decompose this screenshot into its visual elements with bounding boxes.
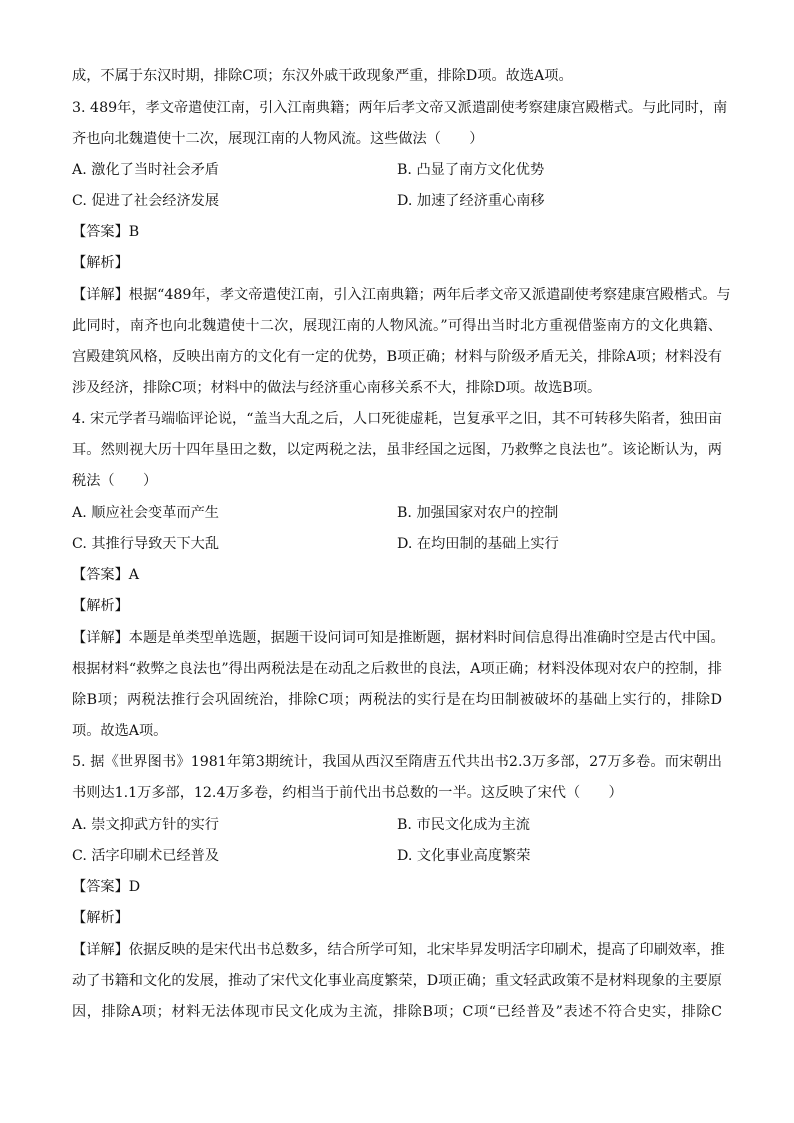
question-4-option-b: B. 加强国家对农户的控制 (397, 505, 559, 521)
question-4-option-a: A. 顺应社会变革而产生 (72, 505, 219, 521)
question-5-explanation: 【详解】依据反映的是宋代出书总数多，结合所学可知，北宋毕昇发明活字印刷术，提高了印刷效率，推 (72, 942, 725, 958)
text-line: 成，不属于东汉时期，排除C项；东汉外戚干政现象严重，排除D项。故选A项。 (72, 68, 573, 84)
question-3-option-a: A. 激化了当时社会矛盾 (72, 162, 219, 178)
question-5-explanation: 因，排除A项；材料无法体现市民文化成为主流，排除B项；C项“已经普及”表述不符合史实，排除C (72, 1004, 722, 1020)
question-5-option-c: C. 活字印刷术已经普及 (72, 848, 220, 864)
question-4-option-c: C. 其推行导致天下大乱 (72, 536, 220, 552)
question-4-explanation: 根据材料“救弊之良法也”得出两税法是在动乱之后救世的良法，A项正确；材料没体现对农户的控制，排 (72, 661, 722, 677)
answer-label: 【答案】A (72, 567, 139, 583)
question-3-explanation: 宫殿建筑风格，反映出南方的文化有一定的优势，B项正确；材料与阶级矛盾无关，排除A项；材料没有 (72, 349, 722, 365)
question-3-stem: 齐也向北魏遣使十二次，展现江南的人物风流。这些做法（ ） (72, 131, 484, 147)
question-4-explanation: 【详解】本题是单类型单选题，据题干设问词可知是推断题，据材料时间信息得出准确时空是古代中国。 (72, 630, 725, 646)
question-3-explanation: 【详解】根据“489年，孝文帝遣使江南，引入江南典籍；两年后孝文帝又派遣副使考察建康宫殿楷式。与 (72, 287, 731, 303)
analysis-label: 【解析】 (72, 910, 129, 926)
question-3-option-c: C. 促进了社会经济发展 (72, 193, 220, 209)
question-3-option-b: B. 凸显了南方文化优势 (397, 162, 545, 178)
question-3-stem: 3. 489年，孝文帝遣使江南，引入江南典籍；两年后孝文帝又派遣副使考察建康宫殿楷式。与此同时，南 (72, 100, 728, 116)
question-3-explanation: 涉及经济，排除C项；材料中的做法与经济重心南移关系不大，排除D项。故选B项。 (72, 380, 602, 396)
question-4-explanation: 项。故选A项。 (72, 723, 168, 739)
question-5-option-b: B. 市民文化成为主流 (397, 817, 530, 833)
question-4-stem: 4. 宋元学者马端临评论说，“盖当大乱之后，人口死徙虚耗，岂复承平之旧，其不可转移失陷者，独田亩 (72, 411, 722, 427)
question-5-option-a: A. 崇文抑武方针的实行 (72, 817, 219, 833)
question-3-option-d: D. 加速了经济重心南移 (397, 193, 545, 209)
question-5-stem: 书则达1.1万多部，12.4万多卷，约相当于前代出书总数的一半。这反映了宋代（ ） (72, 785, 623, 801)
question-5-stem: 5. 据《世界图书》1981年第3期统计，我国从西汉至隋唐五代共出书2.3万多部，27万多卷。而宋朝出 (72, 754, 722, 770)
question-3-explanation: 此同时，南齐也向北魏遣使十二次，展现江南的人物风流。”可得出当时北方重视借鉴南方的文化典籍、 (72, 318, 722, 334)
question-4-explanation: 除B项；两税法推行会巩固统治，排除C项；两税法的实行是在均田制被破坏的基础上实行的，排除D (72, 692, 722, 708)
answer-label: 【答案】D (72, 879, 141, 895)
question-5-option-d: D. 文化事业高度繁荣 (397, 848, 531, 864)
analysis-label: 【解析】 (72, 598, 129, 614)
question-5-explanation: 动了书籍和文化的发展，推动了宋代文化事业高度繁荣，D项正确；重文轻武政策不是材料现象的主要原 (72, 973, 722, 989)
analysis-label: 【解析】 (72, 255, 129, 271)
question-4-stem: 耳。然则视大历十四年垦田之数，以定两税之法，虽非经国之远图，乃救弊之良法也”。该论断认为，两 (72, 442, 722, 458)
answer-label: 【答案】B (72, 224, 140, 240)
question-4-stem: 税法（ ） (72, 473, 158, 489)
question-4-option-d: D. 在均田制的基础上实行 (397, 536, 559, 552)
